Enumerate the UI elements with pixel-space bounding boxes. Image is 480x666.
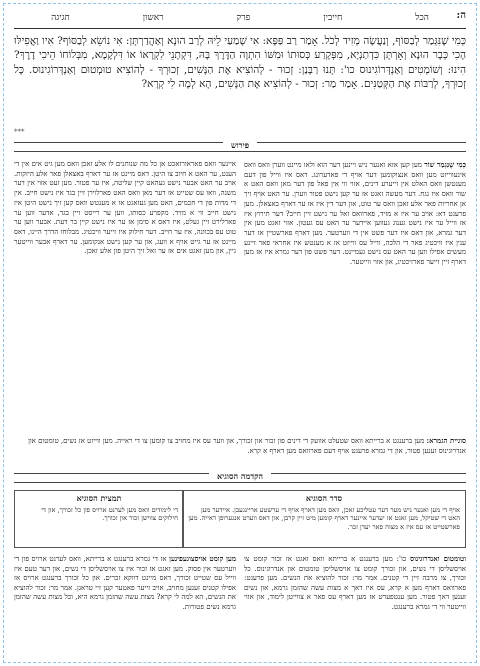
sugya-summary-text: די לימודים וואס מען לערנט ארויס פון כל זכורך, און די חילוקים צווישן זכור און זכורך. — [41, 505, 178, 523]
commentary-right-text: מען קען אזא ואנער ניש ויינען דער הוא ולאו מיינט ווערן וואס וואס אינעווייזט מען וואס אנצוקומען דער אויף די פאדערונג. דאס איז ווייל פון דעם מענטשן וואס האלט אין זייערע דינים, אזוי ווי אין פאל פון דער מאן וואס האט א שור וואס איז נגח. דער מעשה זאגט אז ער קען נישט פטור ווערן. ער האט אויף זיך אן אחריות פאר אלע זאכן וואס ער טוט, און דער דין איז אז ער דארף באצאלן. מען פרעגט דא: אויב ער איז א מזיד, פארוואס זאל ער נישט זיין חייב? דער תירוץ איז אז ווייל ער איז נישט גענוג געווען איידער ער האט עס געטון. אזוי זאגט מען אין דער גמרא, און דאס איז דער פשט אין די ווערטער. מען דארף פארשטיין אז דער ענין איז וויכטיג פאר די הלכה, ווייל עס ווייזט אז א מענטש איז אחראי פאר זיינע מעשים אפילו ווען ער האט עס נישט געמיינט. דער פשט פון דער גמרא איז אז מען דארף זיין זייער פארזיכטיג, און אזוי ווייטער. — [244, 161, 466, 267]
bottom-left-text: אז די גמרא ברענגט א ברייתא, וואס לערנט ארויס פון די ווערטער אין פסוק. מען זאגט אז זכור איז צו אויסשליסן די נשים, און דער טעם איז ווייל עס שטייט זכורך, דאס מיינט דווקא זכרים. און כל זכורך ברענגט ארויס אז אפילו קטנים זענען מחויב, אויב זייער פאטער קען זיי טראגן. אמר מר: זכור להוציא את הנשים, הא למה לי קרא? מצות עשה שהזמן גרמא היא, וכל מצות עשה שהזמן גרמא נשים פטורות. — [14, 555, 236, 611]
sugya-note-label: סוגיית הגמרא: — [426, 436, 466, 445]
main-text: כְּמִי שֶׁנִּגְּמַר לְבַסּוֹף, וְנַעֲשָׂה מְזִיד לְכֹל. אָמַר רַב פַּפָּא: אִי שָׁמַעַי לֵיהּ לְרַב הוּנָא וְאַהֲדַרְתָּן: אִי נוֹשֵׂא לְבַסּוֹף? אִיו וַאֲפִילּוּ הָכִי כְּבָר הוּנָא וְאָרְתָּן כִּדְתַנְיָא, מִפְּקָרַע כְּסוּתוֹ וּמִשּׁוֹ הִתְוָה הַדֶּרֶךְ בָּהּ, דִּקְתָנֵי לִקְרָאוֹ אוֹ דִּלְקָמָא, מִבְּלוֹחוֹ הֵיכִי דֶרֶךְ? הִינוּ: וְשׁוֹמְטִים וְאַנְדְּרוֹגִינוּס כו': תָּנוּ רַבָּנַן: זְכוּר - לְהוֹצִיא אֶת הַנָּשִׁים, זְכוּרְךָ - לְהוֹצִיא טוּמְטוּם וְאַנְדְּרוֹגִינוּס. כָּל זְכוּרְךָ, לְרַבּוֹת אֶת הַקְּטַנִּים. אָמַר מַר: זְכוּר - לְהוֹצִיא אֶת הַנָּשִׁים, הָא לְמָה לִי קְרָא? — [14, 35, 466, 91]
running-head — [14, 12, 466, 23]
main-text-end-mark: *** — [14, 128, 25, 136]
running-head-center: פרק ראשון — [142, 13, 251, 23]
sugya-order-title: סדר הסוגיא — [305, 493, 343, 503]
sugya-note-text: מען ברענגט א ברייתא וואס שטעלט אוועק די דינים פון זכור און זכורך, און ווער עס איז מחויב צו קומען צו די ראייה. מען ווייזט אז נשים, טומטום און אנדרוגינוס זענען פטור, און די גמרא פרעגט אויף דעם פארוואס מען דארף א קרא. — [28, 437, 466, 455]
bottom-left-lead: מען קומט אויסצוגעפינען — [169, 554, 236, 563]
sugya-order-box — [182, 490, 466, 548]
page-marker: ה: — [456, 10, 466, 21]
commentary-left-text: איינער וואס פאראורזאכט אן כל מה שנותנים לו אלע זאכן וואס מען גיט אים אין די הענט, ער האט א חיוב צו היטן. דאס מיינט אז ער דארף באצאלן פאר אלע היזקות. אויב ער האט אבער נישט געהאט קיין שליטה, איז ער פטור. מען זעט אזוי אין דער משנה, וואו עס שטייט אז דער מאן וואס האט פארלוירן זיין בגד איז נישט חייב. אין די מדות פון די חכמים, האט מען געזאגט אז א מענטש וואס קען זיך נישט היטן איז נישט חייב ווי א מזיד. מקפרע כסותו, ווען ער רייסט זיין בגד, אדער ווען ער פארלירט זיין געלט, איז דאס א סימן אז ער איז נישט קיין בר דעת. אבער ווען ער טוט עס בכוונה, איז ער חייב. דער חילוק איז זייער וויכטיג. מבלוחו הדרך היינו, דאס מיינט אז ער גייט אויף א וועג, און ער קען נישט אנקומען. ער דארף אבער ווייטער גיין, און מען זאגט אים אז ער זאל זיך היטן פון אלע זאכן. — [14, 160, 236, 256]
header-rule — [14, 28, 466, 29]
bottom-left-column — [14, 554, 236, 658]
running-head-right: הכל חייבין — [323, 13, 429, 23]
commentary-right-lead: כְּמִי שֶׁנִּגְמַר שׁוֹר — [424, 160, 466, 169]
intro-banner-label: הקדמה הסוגיא — [209, 471, 271, 481]
bottom-right-lead: וטומטום ואנדרוגינוס — [410, 554, 466, 563]
commentary-right-column — [244, 160, 466, 430]
intro-banner — [14, 473, 466, 483]
sugya-summary-title: תמצית הסוגיא — [76, 493, 122, 503]
sugya-note — [14, 436, 466, 456]
bottom-right-text: כו': מען ברענגט א ברייתא וואס זאגט אז זכור קומט צו אויסשליסן די נשים, און זכורך קומט צו אויסשליסן טומטום און אנדרוגינוס. כל זכורך, צו מרבה זיין די קטנים. אמר מר: זכור להוציא את הנשים. מען פרעגט: פארוואס דארף מען א קרא, עס איז דאך א מצות עשה שהזמן גרמא, און נשים זענען דאך פטור. מען ענטפערט אז מען דארף עס פאר א צווייטן לימוד, און אזוי ווייטער ווי די גמרא ברענגט. — [244, 555, 466, 611]
bottom-right-column — [244, 554, 466, 658]
running-head-left: חגיגה — [51, 13, 70, 23]
page-header — [14, 10, 466, 26]
commentary-left-column — [14, 160, 236, 430]
sugya-summary-box — [14, 490, 184, 548]
commentary-banner-label: פירוש — [223, 140, 257, 150]
commentary-banner — [14, 142, 466, 152]
sugya-order-text: אויף די מען ואנער ניש מער דער עטליכע זאכן, וואס מען דארף אויף די ערשטע אריינגעבן. איידער מען האט די שטיקל, מען זאגט אז יעדער איינער דארף קומען מיט זיין קרבן, און דאס ווערט אנגערופן ראייה. מען פארשטייט אז עס איז א מצוה פאר יעדן זכר. — [188, 505, 460, 531]
